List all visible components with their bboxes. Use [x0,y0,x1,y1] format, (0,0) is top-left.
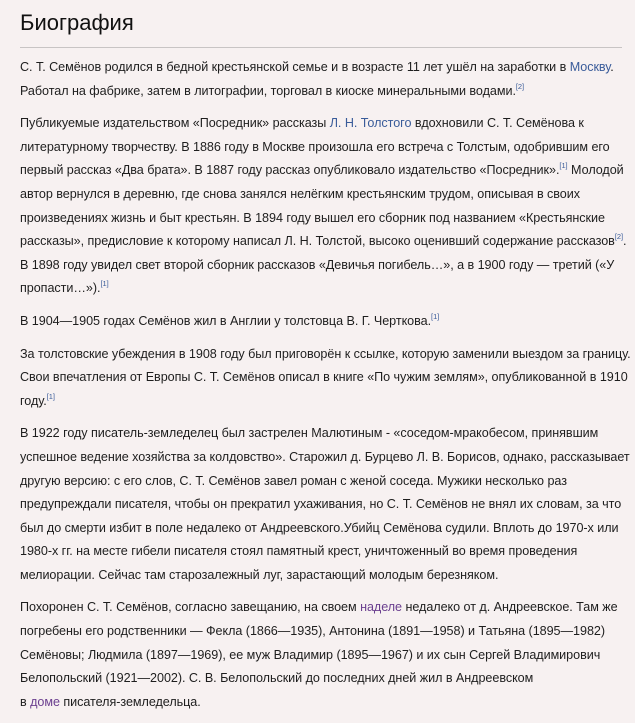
text-line [20,136,630,160]
text-line [20,493,630,517]
text-line [20,564,630,588]
text-line [20,422,630,446]
wiki-link[interactable]: Москву [569,60,611,74]
text-line [20,254,630,278]
text: Свои впечатления от Европы С. Т. Семёнов описал в книге «По чужим землям», опубликованной в 1910 [20,370,628,385]
text-line [20,343,630,367]
text: году. [20,393,47,408]
wiki-link[interactable]: доме [30,694,60,709]
text-line [20,159,630,183]
footnote-reference-link[interactable]: [2] [515,81,525,91]
text: другую версию: с его слов, С. Т. Семёнов завел роман с женой соседа. Мужики несколько раз [20,473,567,488]
text: Похоронен С. Т. Семёнов, согласно завещанию, на своем [20,600,361,615]
text: 1980-х гг. на месте гибели писателя стоял памятный крест, уничтоженный во время проведения [20,544,578,559]
text: Публикуемые издательством «Посредник» рассказы [20,116,330,131]
section-heading: Биография [20,10,134,35]
text: произведениях жизнь и быт крестьян. В 1894 году вышел его сборник под названием «Крестьянские [20,210,605,225]
heading-divider [20,47,622,48]
text: автор вернулся в деревню, где снова занялся нелёгким крестьянским трудом, описывая в своих [20,186,580,201]
text-line [20,620,630,644]
text: мелиорации. Сейчас там старозалежный луг, зарастающий молодым березняком. [20,567,499,582]
text: Работал на фабрике, затем в литографии, торговал в киоске минеральными водами. [20,83,516,98]
paragraph [20,422,630,587]
footnote-reference-link[interactable]: [1] [559,161,568,171]
paragraph [20,310,630,334]
text: литературному творчеству. В 1886 году в Москве произошла его встреча с Толстым, одобрившим его [20,139,610,154]
text-line [20,470,630,494]
text-line [20,230,630,254]
text: рассказы», предисловие к которому написал Л. Н. Толстой, высоко оценивший содержание рассказов [20,234,615,249]
text-line [20,277,630,301]
footnote-reference-link[interactable]: [1] [100,279,109,289]
text-line [20,540,630,564]
text-line [20,644,630,668]
text-line [20,56,630,80]
footnote-reference-link[interactable]: [2] [614,232,624,242]
text: пропасти…»). [20,281,101,296]
text-line [20,667,630,691]
wiki-link[interactable]: наделе [360,600,403,615]
paragraph [20,343,630,414]
text-line [20,390,630,414]
text: первый рассказ «Два брата». В 1887 году рассказ опубликовало издательство «Посредник». [20,163,560,178]
text-line [20,691,630,715]
text: недалеко от д. Андреевское. Там же [402,600,618,615]
paragraph [20,596,630,714]
text: в [20,694,31,709]
text-line [20,112,630,136]
paragraph [20,112,630,301]
text: В 1904—1905 годах Семёнов жил в Англии у толстовца В. Г. Черткова. [20,313,432,328]
text: Белопольский (1921—2002). С. В. Белопольский до последних дней жил в Андреевском [20,671,534,686]
text: был до смерти избит в поле недалеко от Андреевского.Убийц Семёнова судили. Вплоть до 1970-х или [20,520,619,535]
text: В 1898 году увидел свет второй сборник рассказов «Девичья погибель…», а в 1900 году — третий («У [20,257,615,272]
text-line [20,366,630,390]
text: За толстовские убеждения в 1908 году был приговорён к ссылке, которую заменили выездом за границу. [20,346,631,361]
footnote-reference-link[interactable]: [1] [46,391,55,401]
text: . [610,60,614,74]
paragraph [20,56,630,103]
text-line [20,596,630,620]
text-line [20,517,630,541]
text: успешное ведение хозяйства за колдовство». Старожил д. Бурцево Л. В. Борисов, однако, рассказывает [20,449,630,464]
text: В 1922 году писатель-земледелец был застрелен Малютиным - «соседом-мракобесом, принявшим [20,426,599,441]
text-line [20,207,630,231]
text: Семёновы; Людмила (1897—1969), ее муж Владимир (1895—1967) и их сын Сергей Владимирович [20,647,601,662]
text-line [20,80,630,104]
text-line [20,446,630,470]
text: предупреждали писателя, чтобы он прекратил ухаживания, но С. Т. Семёнов не внял их словам, за что [20,497,622,512]
text: писателя-земледельца. [59,694,201,709]
text: . [623,234,627,249]
article-body [20,56,630,723]
text-line [20,183,630,207]
text: Молодой [567,163,624,178]
footnote-reference-link[interactable]: [1] [431,311,440,321]
text: вдохновили С. Т. Семёнова к [411,116,584,131]
text: С. Т. Семёнов родился в бедной крестьянской семье и в возрасте 11 лет ушёл на заработки в [20,60,570,74]
wiki-link[interactable]: Л. Н. Толстого [329,116,412,131]
text: погребены его родственники — Фекла (1866—1935), Антонина (1891—1958) и Татьяна (1895—1982) [20,624,606,639]
text-line [20,310,630,334]
